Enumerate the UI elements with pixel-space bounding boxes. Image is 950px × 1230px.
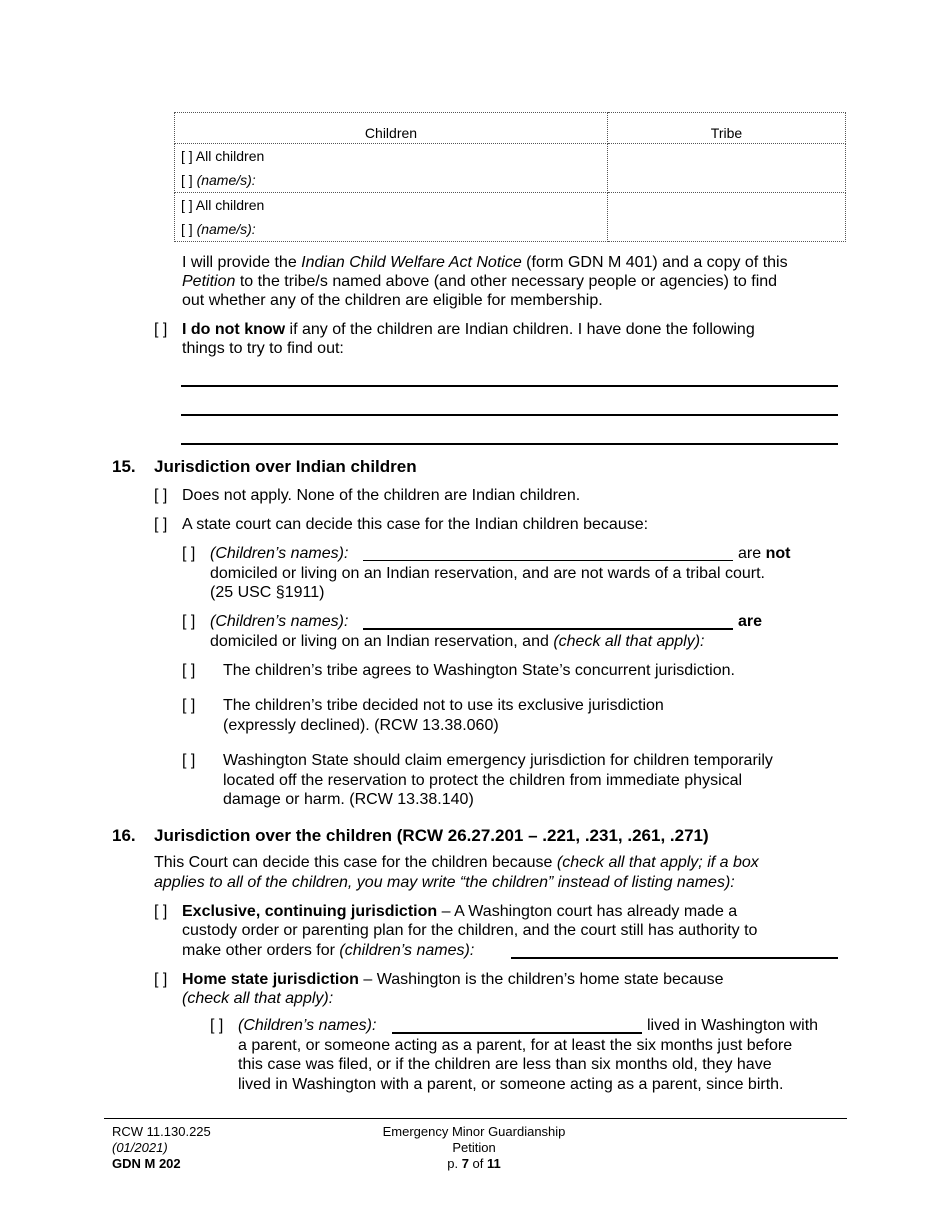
section-16-number: 16. bbox=[112, 826, 136, 845]
exclusive-line-3: make other orders for (children’s names): bbox=[182, 942, 475, 959]
not-domiciled-line-3: (25 USC §1911) bbox=[210, 584, 325, 601]
concurrent-text: The children’s tribe agrees to Washington State’s concurrent jurisdiction. bbox=[223, 662, 735, 679]
answer-line[interactable] bbox=[181, 385, 838, 387]
domiciled-line-2: domiciled or living on an Indian reservation, and (check all that apply): bbox=[210, 633, 705, 650]
six-months-checkbox[interactable]: [ ] bbox=[210, 1017, 224, 1034]
exclusive-checkbox[interactable]: [ ] bbox=[154, 903, 168, 920]
section-16-title: Jurisdiction over the children (RCW 26.27.201 – .221, .231, .261, .271) bbox=[154, 826, 709, 845]
concurrent-checkbox[interactable]: [ ] bbox=[182, 662, 196, 679]
domiciled-checkbox[interactable]: [ ] bbox=[182, 613, 196, 630]
tribe-cell[interactable] bbox=[608, 144, 846, 193]
dont-know-line-2: things to try to find out: bbox=[182, 340, 344, 357]
dont-know-checkbox[interactable]: [ ] bbox=[154, 321, 168, 338]
footer-divider bbox=[104, 1118, 847, 1119]
children-names-label: (Children’s names): bbox=[210, 545, 349, 562]
emergency-checkbox[interactable]: [ ] bbox=[182, 752, 196, 769]
six-months-line-1: lived in Washington with bbox=[647, 1017, 819, 1034]
footer-page: p. 7 of 11 bbox=[447, 1156, 501, 1171]
not-domiciled-line-2: domiciled or living on an Indian reservation, and are not wards of a tribal court. bbox=[210, 565, 765, 582]
all-children-checkbox[interactable]: [ ] All children bbox=[181, 148, 265, 164]
declined-line-2: (expressly declined). (RCW 13.38.060) bbox=[223, 717, 499, 734]
state-court-text: A state court can decide this case for the Indian children because: bbox=[182, 516, 649, 533]
emergency-line-2: located off the reservation to protect the children from immediate physical bbox=[223, 772, 743, 789]
children-tribe-table bbox=[174, 112, 846, 242]
does-not-apply-checkbox[interactable]: [ ] bbox=[154, 487, 168, 504]
exclusive-line-2: custody order or parenting plan for the children, and the court still has authority to bbox=[182, 922, 758, 939]
names-checkbox[interactable]: [ ] (name/s): bbox=[181, 221, 256, 237]
table-row bbox=[175, 193, 846, 242]
declined-line-1: The children’s tribe decided not to use its exclusive jurisdiction bbox=[223, 697, 664, 714]
home-state-checkbox[interactable]: [ ] bbox=[154, 971, 168, 988]
tribe-cell[interactable] bbox=[608, 193, 846, 242]
s16-intro-line-1: This Court can decide this case for the children because (check all that apply; if a box bbox=[154, 854, 759, 871]
answer-line[interactable] bbox=[181, 443, 838, 445]
all-children-checkbox[interactable]: [ ] All children bbox=[181, 197, 265, 213]
not-domiciled-checkbox[interactable]: [ ] bbox=[182, 545, 196, 562]
footer-date: (01/2021) bbox=[112, 1140, 168, 1155]
section-15-title: Jurisdiction over Indian children bbox=[154, 457, 417, 476]
six-months-line-2: a parent, or someone acting as a parent, for at least the six months just before bbox=[238, 1037, 793, 1054]
dont-know-line-1: I do not know if any of the children are Indian children. I have done the following bbox=[182, 321, 755, 338]
footer-title-1: Emergency Minor Guardianship bbox=[382, 1124, 566, 1139]
home-state-line-1: Home state jurisdiction – Washington is the children’s home state because bbox=[182, 971, 724, 988]
section-15-number: 15. bbox=[112, 457, 136, 476]
state-court-checkbox[interactable]: [ ] bbox=[154, 516, 168, 533]
answer-line[interactable] bbox=[181, 414, 838, 416]
notice-line-3: out whether any of the children are eligible for membership. bbox=[182, 292, 603, 309]
children-names-field[interactable] bbox=[392, 1032, 642, 1034]
footer-title-2: Petition bbox=[452, 1140, 496, 1155]
children-column-header: Children bbox=[175, 113, 608, 144]
six-months-line-4: lived in Washington with a parent, or someone acting as a parent, since birth. bbox=[238, 1076, 784, 1093]
children-names-field[interactable] bbox=[363, 560, 733, 561]
does-not-apply-text: Does not apply. None of the children are Indian children. bbox=[182, 487, 581, 504]
declined-checkbox[interactable]: [ ] bbox=[182, 697, 196, 714]
emergency-line-3: damage or harm. (RCW 13.38.140) bbox=[223, 791, 474, 808]
names-checkbox[interactable]: [ ] (name/s): bbox=[181, 172, 256, 188]
table-row bbox=[175, 144, 846, 193]
s16-intro-line-2: applies to all of the children, you may write “the children” instead of listing names): bbox=[154, 874, 735, 891]
are-text: are bbox=[738, 613, 763, 630]
children-names-field[interactable] bbox=[363, 628, 733, 630]
children-names-field[interactable] bbox=[511, 957, 838, 959]
are-not-text: are not bbox=[738, 545, 791, 562]
notice-line-1: I will provide the Indian Child Welfare Act Notice (form GDN M 401) and a copy of this bbox=[182, 254, 788, 271]
footer-rcw: RCW 11.130.225 bbox=[112, 1124, 211, 1139]
tribe-column-header: Tribe bbox=[608, 113, 846, 144]
emergency-line-1: Washington State should claim emergency jurisdiction for children temporarily bbox=[223, 752, 773, 769]
notice-line-2: Petition to the tribe/s named above (and other necessary people or agencies) to find bbox=[182, 273, 778, 290]
home-state-line-2: (check all that apply): bbox=[182, 990, 334, 1007]
six-months-line-3: this case was filed, or if the children are less than six months old, they have bbox=[238, 1056, 772, 1073]
exclusive-line-1: Exclusive, continuing jurisdiction – A Washington court has already made a bbox=[182, 903, 738, 920]
children-names-label: (Children’s names): bbox=[210, 613, 349, 630]
footer-form-number: GDN M 202 bbox=[112, 1156, 181, 1171]
children-names-label: (Children’s names): bbox=[238, 1017, 377, 1034]
